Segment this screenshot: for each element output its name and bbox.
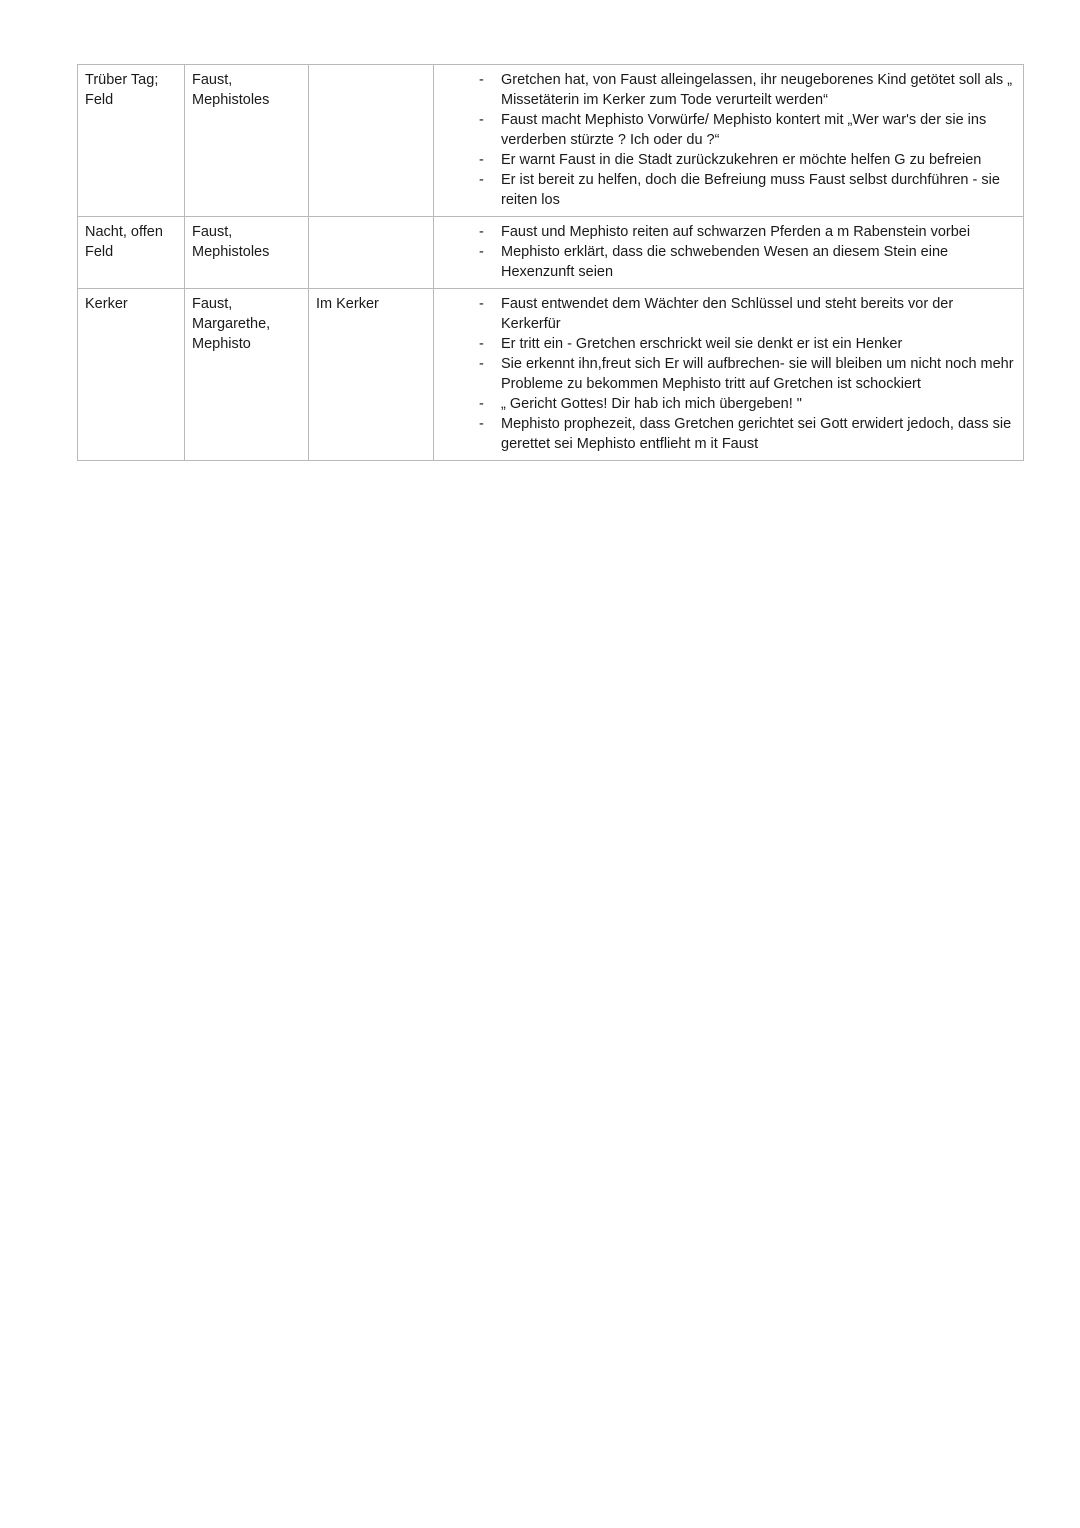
characters-cell: [185, 289, 309, 461]
event-list: [441, 222, 1016, 282]
list-item: - Faust macht Mephisto Vorwürfe/ Mephisto kontert mit „Wer war's der sie ins verderben stürzte ? Ich oder du ?“: [479, 112, 987, 148]
event-list: [441, 294, 1016, 454]
event-text: Er warnt Faust in die Stadt zurückzukehren er möchte helfen G zu befreien: [501, 152, 982, 168]
event-text: „ Gericht Gottes! Dir hab ich mich übergeben! ": [501, 396, 802, 412]
characters-text: Faust, Mephistoles: [192, 224, 270, 260]
event-list: [441, 70, 1016, 210]
event-text: Gretchen hat, von Faust alleingelassen, ihr neugeborenes Kind getötet soll als „ Missetäterin im Kerker zum Tode verurteilt werden“: [501, 72, 1013, 108]
events-cell: [434, 217, 1024, 289]
place-cell: [309, 217, 434, 289]
events-cell: [434, 65, 1024, 217]
list-item: - Sie erkennt ihn,freut sich Er will aufbrechen- sie will bleiben um nicht noch mehr Probleme zu bekommen Mephisto tritt auf Gretchen ist schockiert: [479, 356, 1014, 392]
place-cell: [309, 65, 434, 217]
list-item: - Mephisto prophezeit, dass Gretchen gerichtet sei Gott erwidert jedoch, dass sie gerettet sei Mephisto entflieht m it Faust: [479, 416, 1012, 452]
scene-text: Kerker: [85, 296, 128, 312]
scene-cell: [78, 217, 185, 289]
table-row: [78, 289, 1024, 461]
list-item: - Gretchen hat, von Faust alleingelassen, ihr neugeborenes Kind getötet soll als „ Missetäterin im Kerker zum Tode verurteilt werden“: [479, 72, 1013, 108]
event-text: Faust entwendet dem Wächter den Schlüssel und steht bereits vor der Kerkerfür: [501, 296, 954, 332]
event-text: Sie erkennt ihn,freut sich Er will aufbrechen- sie will bleiben um nicht noch mehr Probleme zu bekommen Mephisto tritt auf Gretchen ist schockiert: [501, 356, 1014, 392]
scene-cell: [78, 65, 185, 217]
event-text: Faust und Mephisto reiten auf schwarzen Pferden a m Rabenstein vorbei: [501, 224, 971, 240]
event-text: Er ist bereit zu helfen, doch die Befreiung muss Faust selbst durchführen - sie reiten los: [501, 172, 1000, 208]
scene-text: Trüber Tag; Feld: [85, 72, 159, 108]
event-text: Mephisto prophezeit, dass Gretchen gerichtet sei Gott erwidert jedoch, dass sie gerettet sei Mephisto entflieht m it Faust: [501, 416, 1012, 452]
place-cell: [309, 289, 434, 461]
list-item: - Er warnt Faust in die Stadt zurückzukehren er möchte helfen G zu befreien: [479, 152, 982, 168]
event-text: Er tritt ein - Gretchen erschrickt weil sie denkt er ist ein Henker: [501, 336, 903, 352]
event-text: Mephisto erklärt, dass die schwebenden Wesen an diesem Stein eine Hexenzunft seien: [501, 244, 949, 280]
list-item: - „ Gericht Gottes! Dir hab ich mich übergeben! ": [479, 396, 802, 412]
list-item: - Faust und Mephisto reiten auf schwarzen Pferden a m Rabenstein vorbei: [479, 224, 971, 240]
table-row: [78, 65, 1024, 217]
scene-cell: [78, 289, 185, 461]
list-item: - Faust entwendet dem Wächter den Schlüssel und steht bereits vor der Kerkerfür: [479, 296, 954, 332]
characters-text: Faust, Margarethe, Mephisto: [192, 296, 271, 352]
characters-cell: [185, 65, 309, 217]
event-text: Faust macht Mephisto Vorwürfe/ Mephisto kontert mit „Wer war's der sie ins verderben stürzte ? Ich oder du ?“: [501, 112, 987, 148]
scene-text: Nacht, offen Feld: [85, 224, 163, 260]
place-text: Im Kerker: [316, 296, 379, 312]
events-cell: [434, 289, 1024, 461]
list-item: - Er tritt ein - Gretchen erschrickt weil sie denkt er ist ein Henker: [479, 336, 903, 352]
list-item: - Er ist bereit zu helfen, doch die Befreiung muss Faust selbst durchführen - sie reiten los: [479, 172, 1000, 208]
list-item: - Mephisto erklärt, dass die schwebenden Wesen an diesem Stein eine Hexenzunft seien: [479, 244, 949, 280]
table-row: [78, 217, 1024, 289]
characters-cell: [185, 217, 309, 289]
scene-table: [77, 64, 1024, 461]
characters-text: Faust, Mephistoles: [192, 72, 270, 108]
